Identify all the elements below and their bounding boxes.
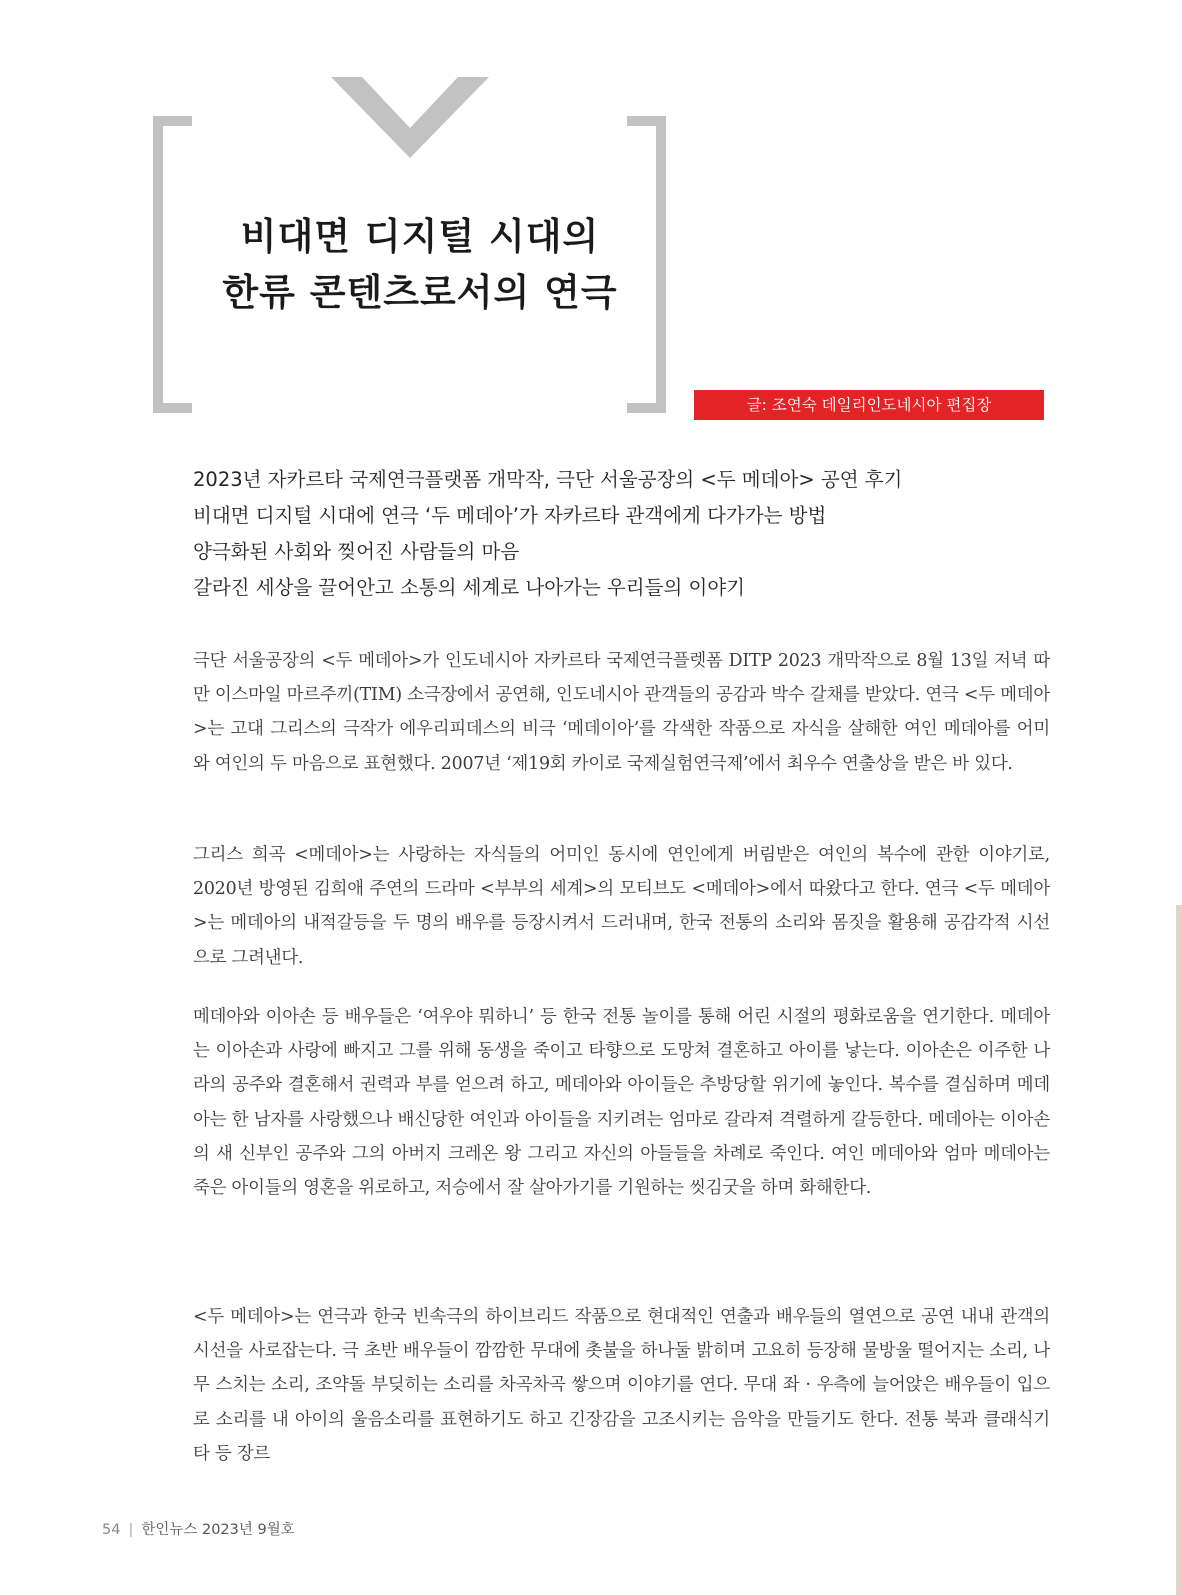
page-footer: [102, 1518, 295, 1539]
intro-line: 비대면 디지털 시대에 연극 ‘두 메데아’가 자카르타 관객에게 다가가는 방법: [193, 504, 827, 527]
article-title-line2: 한류 콘텐츠로서의 연극: [222, 271, 618, 314]
page-number: 54: [102, 1522, 121, 1538]
body-paragraph: 그리스 희곡 <메데아>는 사랑하는 자식들의 어미인 동시에 연인에게 버림받은 여인의 복수에 관한 이야기로, 2020년 방영된 김희애 주연의 드라마 <부부의 세계>의 모티브도 <메데아>에서 따왔다고 한다. 연극 <두 메데아>는 메데아의 내적갈등을 두 명의 배우를 등장시켜서 드러내며, 한국 전통의 소리와 몸짓을 활용해 공감각적 시선으로 그려낸다.: [193, 845, 1050, 968]
chevron-down-icon: [331, 77, 489, 158]
publication-name: 한인뉴스 2023년 9월호: [141, 1522, 295, 1538]
body-paragraph: <두 메데아>는 연극과 한국 빈속극의 하이브리드 작품으로 현대적인 연출과 배우들의 열연으로 공연 내내 관객의 시선을 사로잡는다. 극 초반 배우들이 깜깜한 무대에 촛불을 하나둘 밝히며 고요히 등장해 물방울 떨어지는 소리, 나무 스치는 소리, 조약돌 부딪히는 소리를 차곡차곡 쌓으며 이야기를 연다. 무대 좌 · 우측에 늘어앉은 배우들이 입으로 소리를 내 아이의 울음소리를 표현하기도 하고 긴장감을 고조시키는 음악을 만들기도 한다. 전통 북과 클래식기타 등 장르: [193, 1307, 1050, 1464]
left-bracket: [158, 121, 192, 408]
intro-summary: [193, 462, 1053, 606]
intro-line: 양극화된 사회와 찢어진 사람들의 마음: [193, 540, 520, 563]
author-byline: 글: 조연숙 데일리인도네시아 편집장: [694, 390, 1044, 420]
body-paragraph: 메데아와 이아손 등 배우들은 ‘여우야 뭐하니’ 등 한국 전통 놀이를 통해 어린 시절의 평화로움을 연기한다. 메데아는 이아손과 사랑에 빠지고 그를 위해 동생을 죽이고 타향으로 도망쳐 결혼하고 아이를 낳는다. 이아손은 이주한 나라의 공주와 결혼해서 권력과 부를 얻으려 하고, 메데아와 아이들은 추방당할 위기에 놓인다. 복수를 결심하며 메데아는 한 남자를 사랑했으나 배신당한 여인과 아이들을 지키려는 엄마로 갈라져 격렬하게 갈등한다. 메데아는 이아손의 새 신부인 공주와 그의 아버지 크레온 왕 그리고 자신의 아들들을 차례로 죽인다. 여인 메데아와 엄마 메데아는 죽은 아이들의 영혼을 위로하고, 저승에서 잘 살아가기를 기원하는 씻김굿을 하며 화해한다.: [193, 1007, 1050, 1199]
intro-line: 2023년 자카르타 국제연극플랫폼 개막작, 극단 서울공장의 <두 메데아> 공연 후기: [193, 468, 903, 491]
right-bracket: [627, 121, 661, 408]
right-edge-strip: [1176, 905, 1182, 1595]
intro-line: 갈라진 세상을 끌어안고 소통의 세계로 나아가는 우리들의 이야기: [193, 576, 745, 599]
footer-separator: |: [128, 1522, 134, 1538]
article-title-line1: 비대면 디지털 시대의: [240, 215, 600, 258]
body-paragraph: 극단 서울공장의 <두 메데아>가 인도네시아 자카르타 국제연극플렛폼 DITP 2023 개막작으로 8월 13일 저녁 따만 이스마일 마르주끼(TIM) 소극장에서 공연해, 인도네시아 관객들의 공감과 박수 갈채를 받았다. 연극 <두 메데아>는 고대 그리스의 극작가 에우리피데스의 비극 ‘메데이아’를 각색한 작품으로 자식을 살해한 여인 메데아를 어미와 여인의 두 마음으로 표현했다. 2007년 ‘제19회 카이로 국제실험연극제’에서 최우수 연출상을 받은 바 있다.: [193, 651, 1050, 774]
